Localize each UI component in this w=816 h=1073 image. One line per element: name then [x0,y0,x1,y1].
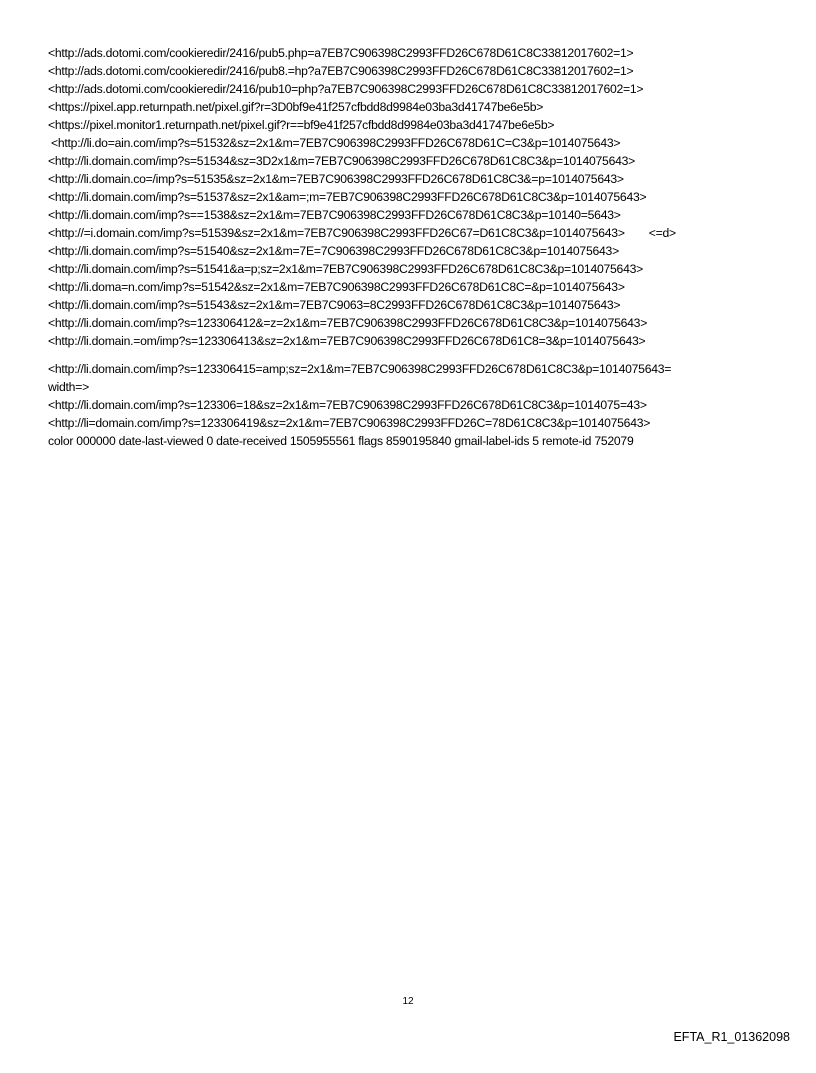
url-text: <http://=i.domain.com/imp?s=51539&sz=2x1&m=7EB7C906398C2993FFD26C67=D61C8C3&p=1014075643> [48,226,625,240]
url-line: <http://li.doma=n.com/imp?s=51542&sz=2x1&m=7EB7C906398C2993FFD26C678D61C8C=&p=1014075643> [48,280,625,294]
document-body [48,44,788,450]
url-line: <http://li=domain.com/imp?s=123306419&sz=2x1&m=7EB7C906398C2993FFD26C=78D61C8C3&p=1014075643> [48,416,651,430]
bates-number: EFTA_R1_01362098 [673,1030,790,1044]
url-line: <http://ads.dotomi.com/cookieredir/2416/pub10=php?a7EB7C906398C2993FFD26C678D61C8C33812017602=1> [48,82,644,96]
url-line: <http://ads.dotomi.com/cookieredir/2416/pub8.=hp?a7EB7C906398C2993FFD26C678D61C8C33812017602=1> [48,64,634,78]
url-line: <http://li.domain.com/imp?s=51534&sz=3D2x1&m=7EB7C906398C2993FFD26C678D61C8C3&p=1014075643> [48,154,636,168]
url-line: <http://li.domain.com/imp?s=51543&sz=2x1&m=7EB7C9063=8C2993FFD26C678D61C8C3&p=1014075643> [48,298,621,312]
url-line: <http://li.domain.com/imp?s=123306415=amp;sz=2x1&m=7EB7C906398C2993FFD26C678D61C8C3&p=1014075643= [48,362,672,376]
line-tail: <=d> [648,226,676,240]
metadata-line: color 000000 date-last-viewed 0 date-received 1505955561 flags 8590195840 gmail-label-ids 5 remote-id 752079 [48,434,634,448]
url-line: <http://li.domain.com/imp?s=51541&a=p;sz=2x1&m=7EB7C906398C2993FFD26C678D61C8C3&p=1014075643> [48,262,644,276]
page-number: 12 [402,996,414,1007]
url-line: <http://li.domain.co=/imp?s=51535&sz=2x1&m=7EB7C906398C2993FFD26C678D61C8C3&=p=1014075643> [48,172,624,186]
url-line-with-tail [48,224,788,242]
url-line: <http://li.domain.com/imp?s=123306=18&sz=2x1&m=7EB7C906398C2993FFD26C678D61C8C3&p=1014075=43> [48,398,647,412]
url-line: <http://ads.dotomi.com/cookieredir/2416/pub5.php=a7EB7C906398C2993FFD26C678D61C8C33812017602=1> [48,46,634,60]
url-line-continuation: width=> [48,380,89,394]
url-line: <http://li.domain.com/imp?s=51537&sz=2x1&am=;m=7EB7C906398C2993FFD26C678D61C8C3&p=1014075643> [48,190,647,204]
url-line: <https://pixel.app.returnpath.net/pixel.gif?r=3D0bf9e41f257cfbdd8d9984e03ba3d41747be6e5b> [48,100,544,114]
url-line: <http://li.do=ain.com/imp?s=51532&sz=2x1&m=7EB7C906398C2993FFD26C678D61C=C3&p=1014075643> [51,136,621,150]
url-line: <http://li.domain.com/imp?s=51540&sz=2x1&m=7E=7C906398C2993FFD26C678D61C8C3&p=1014075643> [48,244,619,258]
url-line: <http://li.domain.=om/imp?s=123306413&sz=2x1&m=7EB7C906398C2993FFD26C678D61C8=3&p=1014075643> [48,334,646,348]
url-line: <http://li.domain.com/imp?s==1538&sz=2x1&m=7EB7C906398C2993FFD26C678D61C8C3&p=10140=5643> [48,208,621,222]
url-line: <https://pixel.monitor1.returnpath.net/pixel.gif?r==bf9e41f257cfbdd8d9984e03ba3d41747be6e5b> [48,118,555,132]
url-line: <http://li.domain.com/imp?s=123306412&=z=2x1&m=7EB7C906398C2993FFD26C678D61C8C3&p=1014075643> [48,316,648,330]
